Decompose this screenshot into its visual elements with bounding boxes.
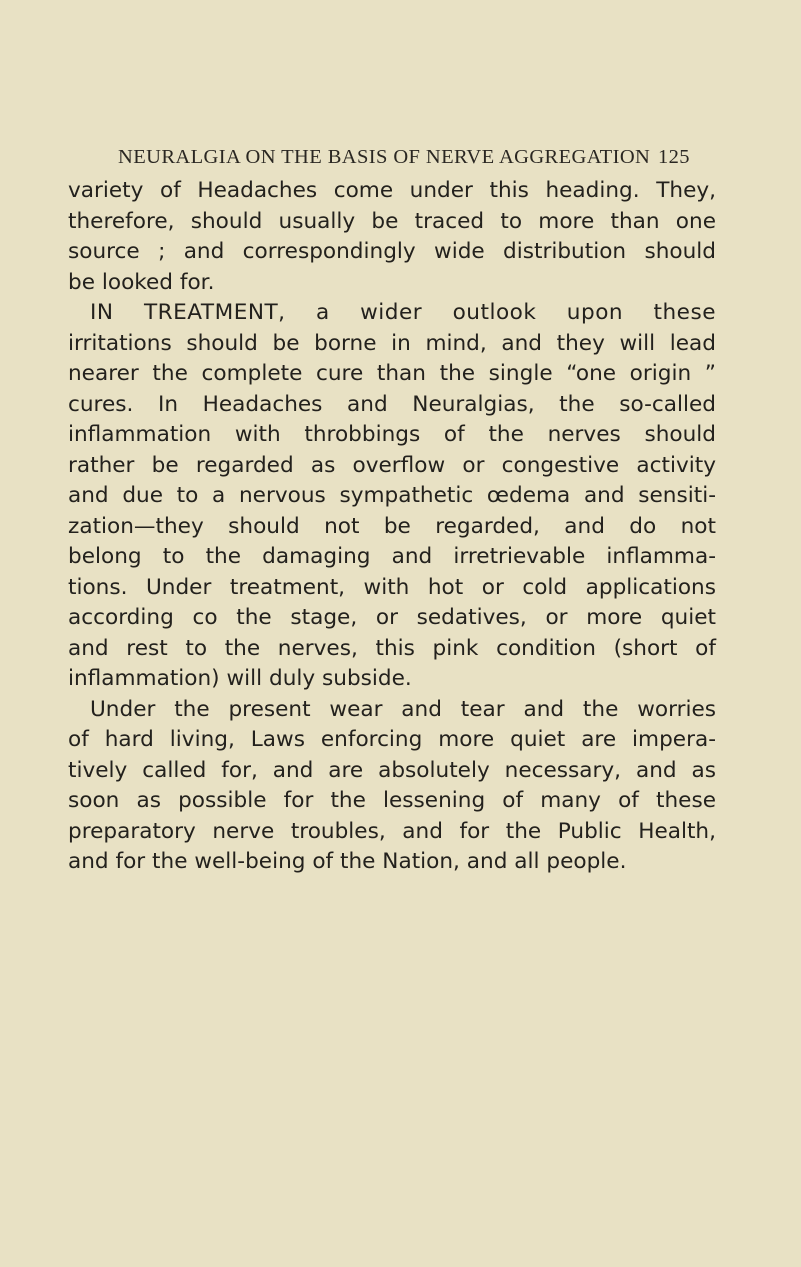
text-line: soon as possible for the lessening of many of these [68, 788, 716, 813]
text-line: tions. Under treatment, with hot or cold applications [68, 574, 716, 600]
page-number: 125 [658, 146, 690, 168]
text-line: tively called for, and are absolutely necessary, and as [68, 757, 716, 783]
running-head [118, 146, 718, 169]
text-line: nearer the complete cure than the single “one origin ” [68, 361, 716, 386]
text-line: of hard living, Laws enforcing more quiet are impera- [68, 727, 716, 752]
text-line: and due to a nervous sympathetic œdema and sensiti- [68, 483, 716, 508]
text-line: according co the stage, or sedatives, or more quiet [68, 605, 716, 630]
running-head-title: NEURALGIA ON THE BASIS OF NERVE AGGREGATION [118, 146, 651, 168]
text-line: irritations should be borne in mind, and they will lead [68, 330, 716, 356]
text-line: belong to the damaging and irretrievable inflamma- [68, 544, 716, 569]
text-line: preparatory nerve troubles, and for the Public Health, [68, 818, 716, 844]
text-line: inflammation with throbbings of the nerves should [68, 422, 716, 447]
text-line: therefore, should usually be traced to more than one [68, 208, 716, 234]
text-line: inflammation) will duly subside. [68, 666, 412, 691]
text-line: IN TREATMENT, a wider outlook upon these [90, 300, 716, 325]
text-line: and for the well-being of the Nation, and all people. [68, 849, 627, 874]
body-text [68, 176, 716, 878]
text-line: Under the present wear and tear and the worries [90, 696, 716, 722]
text-line: rather be regarded as overflow or congestive activity [68, 452, 716, 478]
text-line: source ; and correspondingly wide distribution should [68, 239, 716, 264]
text-line: variety of Headaches come under this heading. They, [68, 178, 716, 203]
text-line: zation—they should not be regarded, and do not [68, 513, 716, 539]
text-line: be looked for. [68, 269, 215, 295]
text-line: cures. In Headaches and Neuralgias, the so-called [68, 391, 716, 417]
text-line: and rest to the nerves, this pink condition (short of [68, 635, 716, 661]
